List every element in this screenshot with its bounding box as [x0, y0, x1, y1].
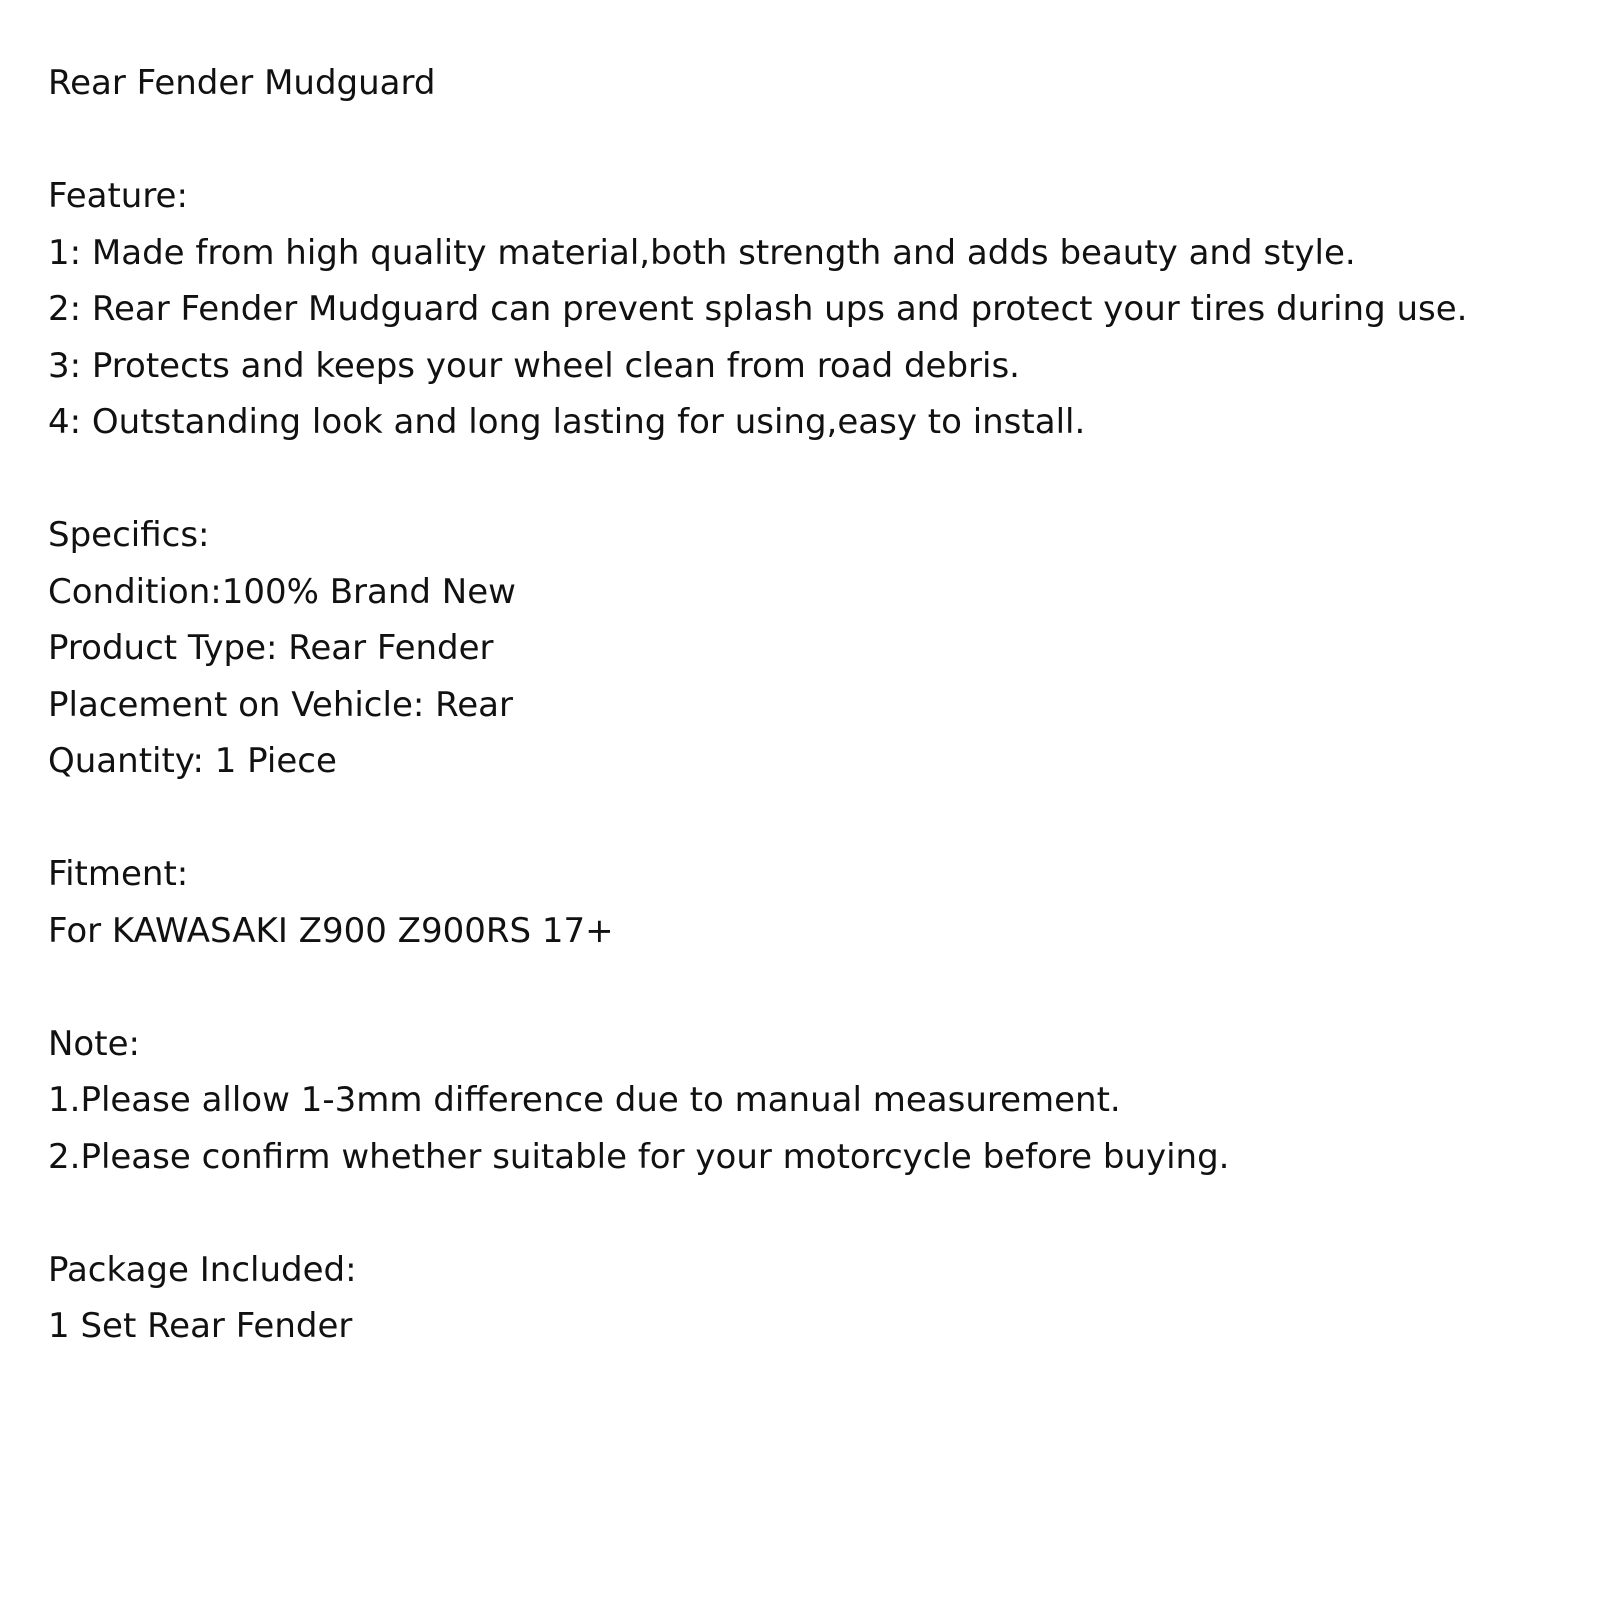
specifics-item: Condition:100% Brand New: [48, 571, 516, 612]
specifics-item: Quantity: 1 Piece: [48, 741, 337, 781]
specifics-item: Product Type: Rear Fender: [48, 628, 494, 668]
product-title: Rear Fender Mudguard: [48, 63, 436, 103]
feature-item: 4: Outstanding look and long lasting for using,easy to install.: [48, 402, 1086, 442]
feature-item: 3: Protects and keeps your wheel clean from road debris.: [48, 345, 1020, 386]
spacer: [48, 790, 1578, 847]
note-heading: Note:: [48, 1023, 140, 1064]
fitment-item: For KAWASAKI Z900 Z900RS 17+: [48, 910, 614, 951]
note-section: [48, 1016, 1578, 1186]
fitment-heading: Fitment:: [48, 854, 189, 894]
fitment-section: [48, 846, 1578, 959]
feature-item: 1: Made from high quality material,both strength and adds beauty and style.: [48, 232, 1356, 273]
feature-heading: Feature:: [48, 176, 188, 216]
package-section: [48, 1242, 1578, 1355]
feature-section: [48, 168, 1578, 451]
package-item: 1 Set Rear Fender: [48, 1306, 353, 1346]
note-item: 2.Please confirm whether suitable for your motorcycle before buying.: [48, 1136, 1230, 1177]
spacer: [48, 959, 1578, 1016]
specifics-item: Placement on Vehicle: Rear: [48, 684, 513, 725]
specifics-section: [48, 507, 1578, 790]
feature-item: 2: Rear Fender Mudguard can prevent splash ups and protect your tires during use.: [48, 289, 1468, 329]
package-heading: Package Included:: [48, 1249, 357, 1290]
spacer: [48, 112, 1578, 169]
product-description: [48, 55, 1578, 1355]
specifics-heading: Specifics:: [48, 515, 210, 555]
note-item: 1.Please allow 1-3mm difference due to manual measurement.: [48, 1080, 1121, 1120]
spacer: [48, 451, 1578, 508]
spacer: [48, 1185, 1578, 1242]
